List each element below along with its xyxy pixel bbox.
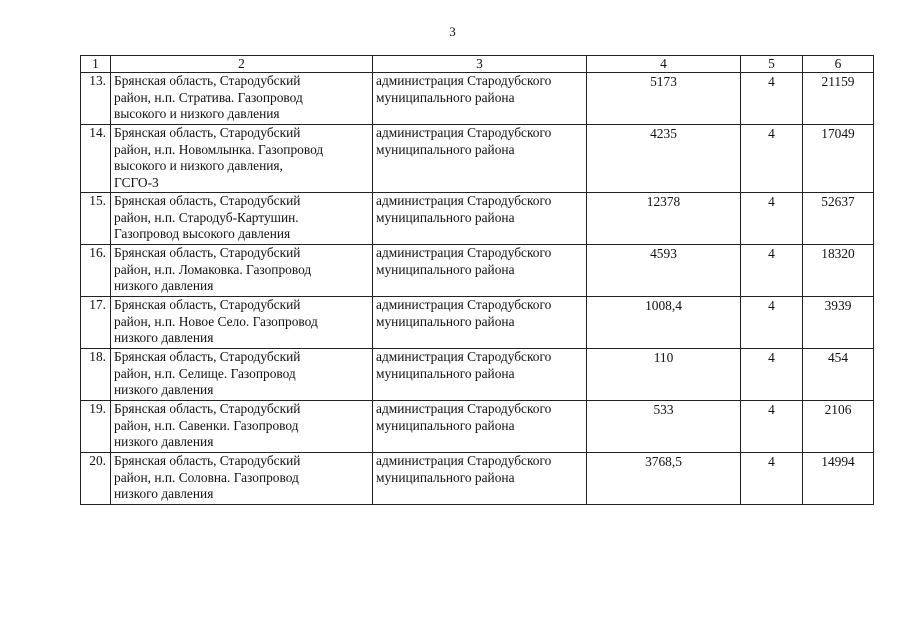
- row-number-cell: [81, 73, 111, 125]
- owner-cell: [373, 297, 587, 349]
- table-row: [81, 349, 874, 401]
- header-cell: 3: [373, 56, 587, 73]
- value-col5-cell: [741, 245, 803, 297]
- cell-text-line: 4: [768, 126, 775, 141]
- cell-text-line: район, н.п. Новое Село. Газопровод: [114, 313, 318, 329]
- header-cell: 1: [81, 56, 111, 73]
- cell-text-line: район, н.п. Ломаковка. Газопровод: [114, 261, 312, 277]
- table-row: [81, 245, 874, 297]
- cell-text-line: 3768,5: [645, 454, 682, 469]
- location-cell: [111, 453, 373, 505]
- cell-text-line: муниципального района: [376, 141, 515, 157]
- cell-text-line: 18320: [821, 246, 855, 261]
- value-col4-cell: [587, 453, 741, 505]
- table-row: [81, 297, 874, 349]
- cell-text-line: район, н.п. Новомлынка. Газопровод: [114, 141, 324, 157]
- cell-text-line: Брянская область, Стародубский: [114, 125, 301, 140]
- cell-text-line: 52637: [821, 194, 855, 209]
- cell-text-line: 19.: [89, 401, 106, 416]
- cell-text-line: 454: [827, 350, 849, 365]
- cell-text-line: муниципального района: [376, 313, 515, 329]
- cell-text-line: администрация Стародубского: [376, 453, 552, 468]
- table-row: [81, 193, 874, 245]
- cell-text-line: 16.: [89, 245, 106, 260]
- cell-text-line: Брянская область, Стародубский: [114, 453, 301, 468]
- cell-text-line: 4593: [650, 246, 677, 261]
- cell-text-line: администрация Стародубского: [376, 245, 552, 260]
- cell-text-line: Брянская область, Стародубский: [114, 193, 301, 208]
- value-col6-cell: [803, 193, 874, 245]
- cell-text-line: район, н.п. Савенки. Газопровод: [114, 417, 299, 433]
- cell-text-line: 4: [768, 194, 775, 209]
- value-col6-cell: [803, 401, 874, 453]
- cell-text-line: 17049: [821, 126, 855, 141]
- table-row: [81, 73, 874, 125]
- page-number: 3: [449, 24, 456, 39]
- cell-text-line: район, н.п. Селище. Газопровод: [114, 365, 296, 381]
- owner-cell: [373, 125, 587, 193]
- value-col5-cell: [741, 349, 803, 401]
- header-cell: 6: [803, 56, 874, 73]
- cell-text-line: 17.: [89, 297, 106, 312]
- value-col4-cell: [587, 297, 741, 349]
- location-cell: [111, 297, 373, 349]
- cell-text-line: 4: [768, 402, 775, 417]
- cell-text-line: администрация Стародубского: [376, 193, 552, 208]
- table-header-row: [81, 56, 874, 73]
- value-col5-cell: [741, 453, 803, 505]
- cell-text-line: 18.: [89, 349, 106, 364]
- value-col4-cell: [587, 349, 741, 401]
- cell-text-line: администрация Стародубского: [376, 401, 552, 416]
- row-number-cell: [81, 453, 111, 505]
- row-number-cell: [81, 245, 111, 297]
- owner-cell: [373, 245, 587, 297]
- cell-text-line: низкого давления: [114, 330, 214, 345]
- cell-text-line: низкого давления: [114, 434, 214, 449]
- value-col5-cell: [741, 125, 803, 193]
- cell-text-line: муниципального района: [376, 417, 515, 433]
- cell-text-line: муниципального района: [376, 209, 515, 225]
- cell-text-line: муниципального района: [376, 469, 515, 485]
- value-col6-cell: [803, 349, 874, 401]
- owner-cell: [373, 349, 587, 401]
- cell-text-line: район, н.п. Соловна. Газопровод: [114, 469, 299, 485]
- cell-text-line: администрация Стародубского: [376, 73, 552, 88]
- cell-text-line: администрация Стародубского: [376, 349, 552, 364]
- cell-text-line: низкого давления: [114, 382, 214, 397]
- cell-text-line: администрация Стародубского: [376, 297, 552, 312]
- cell-text-line: 13.: [89, 73, 106, 88]
- cell-text-line: 110: [653, 350, 674, 365]
- cell-text-line: район, н.п. Стратива. Газопровод: [114, 89, 303, 105]
- cell-text-line: Брянская область, Стародубский: [114, 297, 301, 312]
- cell-text-line: 4: [768, 298, 775, 313]
- row-number-cell: [81, 297, 111, 349]
- cell-text-line: высокого и низкого давления: [114, 106, 280, 121]
- value-col5-cell: [741, 401, 803, 453]
- cell-text-line: район, н.п. Стародуб-Картушин.: [114, 209, 299, 225]
- value-col6-cell: [803, 453, 874, 505]
- cell-text-line: 1008,4: [645, 298, 682, 313]
- value-col4-cell: [587, 245, 741, 297]
- table-row: [81, 401, 874, 453]
- owner-cell: [373, 453, 587, 505]
- cell-text-line: 14.: [89, 125, 106, 140]
- location-cell: [111, 125, 373, 193]
- cell-text-line: низкого давления: [114, 486, 214, 501]
- value-col5-cell: [741, 73, 803, 125]
- cell-text-line: 4235: [650, 126, 677, 141]
- cell-text-line: Брянская область, Стародубский: [114, 245, 301, 260]
- cell-text-line: 4: [768, 454, 775, 469]
- cell-text-line: 12378: [646, 194, 681, 209]
- cell-text-line: 15.: [89, 193, 106, 208]
- cell-text-line: Брянская область, Стародубский: [114, 349, 301, 364]
- cell-text-line: высокого и низкого давления,: [114, 158, 283, 173]
- cell-text-line: муниципального района: [376, 365, 515, 381]
- cell-text-line: администрация Стародубского: [376, 125, 552, 140]
- location-cell: [111, 193, 373, 245]
- location-cell: [111, 73, 373, 125]
- cell-text-line: 2106: [824, 402, 852, 417]
- owner-cell: [373, 401, 587, 453]
- objects-table: [80, 55, 874, 505]
- header-cell: 2: [111, 56, 373, 73]
- location-cell: [111, 401, 373, 453]
- location-cell: [111, 349, 373, 401]
- cell-text-line: низкого давления: [114, 278, 214, 293]
- cell-text-line: муниципального района: [376, 89, 515, 105]
- cell-text-line: 14994: [821, 454, 855, 469]
- owner-cell: [373, 193, 587, 245]
- cell-text-line: Газопровод высокого давления: [114, 226, 291, 241]
- value-col4-cell: [587, 193, 741, 245]
- cell-text-line: 4: [768, 246, 775, 261]
- cell-text-line: 4: [768, 74, 775, 89]
- value-col6-cell: [803, 245, 874, 297]
- row-number-cell: [81, 125, 111, 193]
- cell-text-line: 5173: [650, 74, 677, 89]
- cell-text-line: муниципального района: [376, 261, 515, 277]
- cell-text-line: 533: [653, 402, 674, 417]
- value-col6-cell: [803, 297, 874, 349]
- value-col6-cell: [803, 125, 874, 193]
- location-cell: [111, 245, 373, 297]
- value-col4-cell: [587, 125, 741, 193]
- cell-text-line: Брянская область, Стародубский: [114, 401, 301, 416]
- cell-text-line: ГСГО-3: [114, 174, 159, 190]
- cell-text-line: 20.: [89, 453, 106, 468]
- value-col5-cell: [741, 193, 803, 245]
- row-number-cell: [81, 349, 111, 401]
- owner-cell: [373, 73, 587, 125]
- table-row: [81, 125, 874, 193]
- value-col4-cell: [587, 401, 741, 453]
- value-col6-cell: [803, 73, 874, 125]
- table-row: [81, 453, 874, 505]
- cell-text-line: Брянская область, Стародубский: [114, 73, 301, 88]
- cell-text-line: 3939: [824, 298, 852, 313]
- cell-text-line: 21159: [821, 74, 855, 89]
- row-number-cell: [81, 193, 111, 245]
- cell-text-line: 4: [768, 350, 775, 365]
- value-col5-cell: [741, 297, 803, 349]
- value-col4-cell: [587, 73, 741, 125]
- header-cell: 5: [741, 56, 803, 73]
- header-cell: 4: [587, 56, 741, 73]
- row-number-cell: [81, 401, 111, 453]
